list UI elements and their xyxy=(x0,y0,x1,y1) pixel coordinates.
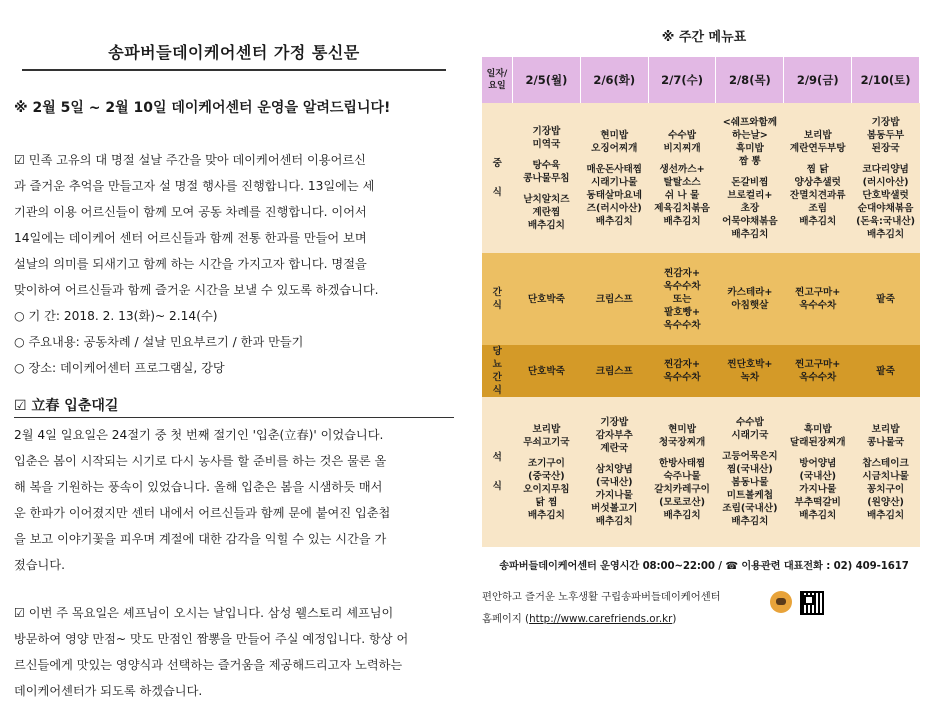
menu-header-row xyxy=(482,57,920,103)
menu-item: 찐고구마+ xyxy=(795,359,841,370)
homepage-line xyxy=(482,610,926,625)
menu-item: 기장밥 xyxy=(600,417,629,428)
paragraph-line: 설날의 의미를 되새기고 함께 하는 시간을 가지고자 합니다. 명절을 xyxy=(14,257,367,271)
menu-item xyxy=(716,168,784,176)
paragraph-line: 데이케어센터가 되도록 하겠습니다. xyxy=(14,684,203,698)
menu-item xyxy=(648,449,716,457)
menu-cell xyxy=(852,253,920,345)
event-detail-item: ○ 장소: 데이케어센터 프로그램실, 강당 xyxy=(14,361,225,375)
menu-item: 배추김치 xyxy=(663,215,701,227)
menu-item: 미역국 xyxy=(532,138,561,150)
menu-item: 초장 xyxy=(740,202,760,214)
menu-item: 탕수육 xyxy=(532,159,561,171)
menu-item: 찐고구마+ xyxy=(795,287,841,298)
menu-item: 버섯볼고기 xyxy=(591,503,638,514)
meal-label-char: 식 xyxy=(492,187,502,198)
menu-item: 계란국 xyxy=(600,443,629,454)
menu-item xyxy=(513,185,581,193)
menu-item: 배추김치 xyxy=(595,215,633,227)
menu-cell xyxy=(784,397,852,547)
paragraph-line: 맞이하여 어르신들과 함께 즐거운 시간을 보낼 수 있도록 하겠습니다. xyxy=(14,283,379,297)
menu-cell xyxy=(716,103,784,253)
menu-item: 생선까스+ xyxy=(659,163,705,175)
menu-item: 방어양념 xyxy=(799,457,837,469)
menu-item: 가지나물 xyxy=(595,490,633,501)
menu-item: 감자부추 xyxy=(595,430,633,441)
menu-item: 배추김치 xyxy=(867,509,905,521)
headline: ※ 2월 5일 ~ 2월 10일 데이케어센터 운영을 알려드립니다! xyxy=(14,100,391,116)
menu-item: 기장밥 xyxy=(871,116,900,128)
paragraph-line: 졌습니다. xyxy=(14,558,65,572)
menu-item: 찐감자+ xyxy=(664,267,700,279)
menu-item: 시금치나물 xyxy=(862,470,909,482)
meal-label-char: 중 xyxy=(492,158,502,169)
menu-cell xyxy=(648,103,716,253)
paragraph-chef xyxy=(14,600,454,704)
qr-code-icon[interactable] xyxy=(800,591,824,615)
menu-item: 수수밥 xyxy=(735,417,764,428)
lunch-row xyxy=(482,103,920,253)
menu-item: 삼치양념 xyxy=(595,464,633,475)
menu-cell xyxy=(852,345,920,397)
paragraph-line: 2월 4일 일요일은 24절기 중 첫 번째 절기인 '입춘(立春)' 이었습니다. xyxy=(14,428,384,442)
day-header: 2/10(토) xyxy=(852,57,920,103)
menu-item: 짬 뽕 xyxy=(738,155,761,167)
paragraph-line: ☑ 민족 고유의 대 명절 설날 주간을 맞아 데이케어센터 이용어르신 xyxy=(14,153,366,167)
paragraph-line: 르신들에게 맛있는 영양식과 선택하는 즐거움을 제공해드리고자 노력하는 xyxy=(14,658,403,672)
day-header: 2/8(목) xyxy=(716,57,784,103)
menu-item: 찐단호박+ xyxy=(727,359,773,370)
meal-label xyxy=(482,253,513,345)
menu-item: 계란찜 xyxy=(532,206,561,218)
menu-item: 달래된장찌개 xyxy=(789,436,846,448)
homepage-link[interactable]: http://www.carefriends.or.kr xyxy=(529,613,673,625)
menu-item: 양상추샐럿 xyxy=(794,176,841,188)
day-header: 2/6(화) xyxy=(580,57,648,103)
meal-label-char: 식 xyxy=(492,385,502,396)
center-logo-icon xyxy=(770,591,792,613)
menu-item xyxy=(580,455,648,463)
menu-item: 무쇠고기국 xyxy=(523,436,570,448)
menu-item: 팥죽 xyxy=(876,365,895,377)
menu-item xyxy=(580,155,648,163)
newsletter-title: 송파버들데이케어센터 가정 통신문 xyxy=(22,40,446,71)
meal-label-char xyxy=(482,464,513,472)
snack-row xyxy=(482,253,920,345)
menu-item: 카스테라+ xyxy=(727,287,773,298)
menu-item: 돈갈비찜 xyxy=(731,176,769,188)
menu-item: 미트볼케첩 xyxy=(726,490,774,501)
center-slogan: 편안하고 즐거운 노후생활 구립송파버들데이케어센터 xyxy=(482,591,721,603)
menu-item: 보리밥 xyxy=(803,129,832,141)
menu-item: 한방사태찜 xyxy=(658,457,706,469)
menu-item: 부추떡갈비 xyxy=(794,496,841,508)
menu-item xyxy=(852,449,920,457)
header-label-line: 요일 xyxy=(488,81,506,91)
menu-item: 배추김치 xyxy=(731,516,769,527)
menu-item: 코다리양념 xyxy=(862,163,909,175)
menu-item: 크림스프 xyxy=(595,293,633,305)
menu-title: ※ 주간 메뉴표 xyxy=(661,30,747,45)
diabetic-snack-row xyxy=(482,345,920,397)
paragraph-seollal xyxy=(14,147,454,303)
menu-item: 보리밥 xyxy=(871,423,900,435)
menu-item: 제육김치볶음 xyxy=(654,202,710,214)
menu-column xyxy=(482,26,926,625)
menu-item: (모로코산) xyxy=(659,496,705,508)
menu-item: 녹차 xyxy=(740,372,760,383)
paragraph-line: 을 보고 이야기꽃을 피우며 계절에 대한 감각을 익힐 수 있는 시간을 가 xyxy=(14,532,387,546)
event-detail-item: ○ 기 간: 2018. 2. 13(화)~ 2.14(수) xyxy=(14,309,218,323)
menu-item: 팥죽 xyxy=(876,293,895,305)
menu-item: (국내산) xyxy=(595,477,633,488)
menu-item: (러시아산) xyxy=(862,176,909,188)
menu-cell xyxy=(648,345,716,397)
header-label-line: 일자/ xyxy=(486,69,508,79)
menu-item: (돈육:국내산) xyxy=(856,215,916,227)
menu-item: 옥수수차 xyxy=(663,319,701,331)
menu-item: 배추김치 xyxy=(595,516,633,527)
menu-item: 찜 닭 xyxy=(806,163,829,175)
menu-item: 청국장찌개 xyxy=(658,436,706,448)
menu-item: 흑미밥 xyxy=(803,423,832,435)
menu-item: 옥수수차 xyxy=(799,372,837,383)
event-detail-item: ○ 주요내용: 공동차례 / 설날 민요부르기 / 한과 만들기 xyxy=(14,335,304,349)
menu-cell xyxy=(716,345,784,397)
menu-cell xyxy=(852,397,920,547)
menu-item: 배추김치 xyxy=(867,228,905,240)
menu-item xyxy=(784,449,852,457)
menu-item: 갈치카레구이 xyxy=(654,483,710,495)
menu-item xyxy=(784,155,852,163)
meal-label-char: 석 xyxy=(492,452,502,463)
meal-label-char: 식 xyxy=(492,481,502,492)
menu-cell xyxy=(580,345,648,397)
meal-label-char: 간 xyxy=(492,287,502,298)
paragraph-line: ☑ 이번 주 목요일은 셰프님이 오시는 날입니다. 삼성 웰스토리 셰프님이 xyxy=(14,606,394,620)
operating-hours: 송파버들데이케어센터 운영시간 08:00~22:00 / ☎ 이용관련 대표전화 : 02) 409-1617 xyxy=(499,561,909,572)
menu-item: 콩나물무침 xyxy=(523,172,570,184)
menu-cell xyxy=(580,397,648,547)
menu-item: 가지나물 xyxy=(799,483,837,495)
menu-cell xyxy=(580,103,648,253)
paragraph-line: 입춘은 봄이 시작되는 시기로 다시 농사를 할 준비를 하는 것은 물론 올 xyxy=(14,454,387,468)
menu-item: 단호박죽 xyxy=(527,293,565,305)
menu-item: 쉬 나 물 xyxy=(664,189,700,201)
menu-cell xyxy=(513,103,581,253)
menu-item: (원양산) xyxy=(867,496,904,508)
paragraph-line: 과 즐거운 추억을 만들고자 설 명절 행사를 진행합니다. 13일에는 세 xyxy=(14,179,375,193)
menu-cell xyxy=(648,253,716,345)
menu-item: 봄동두부 xyxy=(867,129,905,141)
menu-item: 고등어묵은지 xyxy=(722,451,778,462)
menu-cell xyxy=(784,103,852,253)
menu-cell xyxy=(513,345,581,397)
meal-label xyxy=(482,103,513,253)
menu-item: 옥수수차 xyxy=(799,300,837,311)
menu-item: 꽁치구이 xyxy=(867,483,905,495)
menu-item: 팥호빵+ xyxy=(664,306,700,318)
menu-item: 단호박죽 xyxy=(527,365,565,377)
menu-item: (국내산) xyxy=(799,470,837,482)
paragraph-line: 운 한파가 이어졌지만 센터 내에서 어르신들과 함께 문에 붙여진 입춘첩 xyxy=(14,506,391,520)
menu-item: 수수밥 xyxy=(668,129,696,141)
menu-item: 봄동나물 xyxy=(731,477,769,488)
meal-label-char: 뇨 xyxy=(492,359,502,370)
menu-item: 계란연두부탕 xyxy=(789,142,846,154)
meal-label-char xyxy=(482,170,513,178)
menu-item xyxy=(513,449,581,457)
paragraph-line: 기관의 이용 어르신들이 함께 모여 공동 차례를 진행합니다. 이어서 xyxy=(14,205,367,219)
menu-item: 탈탈소스 xyxy=(663,176,701,188)
menu-item: 오이지무침 xyxy=(523,483,570,495)
meal-label-char: 간 xyxy=(492,372,502,383)
weekly-menu-table xyxy=(482,57,920,547)
menu-item: 닭 찜 xyxy=(535,496,558,508)
menu-item: 옥수수차 xyxy=(663,372,701,383)
section-heading-ipchun: ☑ 立春 입춘대길 xyxy=(14,395,454,418)
meal-label-char: 식 xyxy=(492,300,502,311)
menu-item: 배추김치 xyxy=(731,228,769,240)
event-details-list xyxy=(14,303,454,381)
date-day-header xyxy=(482,57,513,103)
paragraph-line: 방문하여 영양 만점~ 맛도 만점인 짬뽕을 만들어 주실 예정입니다. 항상 어 xyxy=(14,632,409,646)
menu-item: 하는날> xyxy=(731,129,768,141)
menu-item: 배추김치 xyxy=(663,509,701,521)
menu-item: (중국산) xyxy=(528,470,565,482)
menu-item: 조림(국내산) xyxy=(722,503,778,514)
paragraph-line: 해 복을 기원하는 풍속이 있었습니다. 올해 입춘은 봄을 시샘하듯 매서 xyxy=(14,480,383,494)
menu-item: 조림 xyxy=(808,202,827,214)
menu-item: 크림스프 xyxy=(595,365,633,377)
homepage-close: ) xyxy=(672,613,677,625)
menu-item: 기장밥 xyxy=(532,125,561,137)
menu-cell xyxy=(513,253,581,345)
menu-item: 시래기나물 xyxy=(591,176,638,188)
menu-cell xyxy=(513,397,581,547)
menu-item: 조기구이 xyxy=(527,457,565,469)
day-header: 2/5(월) xyxy=(513,57,581,103)
menu-item: 시래기국 xyxy=(731,430,769,441)
meal-label xyxy=(482,345,513,397)
meal-label-char xyxy=(482,178,513,186)
menu-item: 찹스테이크 xyxy=(862,457,909,469)
menu-item: 비지찌개 xyxy=(663,142,701,154)
menu-item: 배추김치 xyxy=(799,215,837,227)
homepage-label: 홈페이지 ( xyxy=(482,613,530,625)
menu-item: 낟치알치즈 xyxy=(523,193,570,205)
menu-item: 된장국 xyxy=(871,142,900,154)
menu-item: 흑미밥 xyxy=(735,142,764,154)
menu-item: 현미밥 xyxy=(668,423,696,435)
menu-item xyxy=(716,442,784,450)
menu-item: 순대야채볶음 xyxy=(857,202,914,214)
menu-item xyxy=(513,151,581,159)
meal-label-char: 당 xyxy=(492,346,502,357)
menu-item: 아침햇살 xyxy=(731,300,769,311)
meal-label-char xyxy=(482,472,513,480)
menu-item: 또는 xyxy=(672,293,692,305)
paragraph-ipchun xyxy=(14,422,454,578)
menu-item: 배추김치 xyxy=(527,509,565,521)
menu-item: 찐감자+ xyxy=(664,359,700,370)
menu-item: 단호박샐럿 xyxy=(862,189,909,201)
menu-item: 즈(러시아산) xyxy=(586,202,642,214)
newsletter-column xyxy=(14,30,454,704)
menu-item: 옥수수차 xyxy=(663,280,701,292)
menu-item: 콩나물국 xyxy=(867,436,905,448)
meal-label xyxy=(482,397,513,547)
menu-item: 보리밥 xyxy=(532,423,561,435)
paragraph-line: 14일에는 데이케어 센터 어르신들과 함께 전통 한과를 만들어 보며 xyxy=(14,231,367,245)
day-header: 2/9(금) xyxy=(784,57,852,103)
menu-item: 브로컬리+ xyxy=(727,189,773,201)
menu-cell xyxy=(648,397,716,547)
menu-item xyxy=(852,155,920,163)
menu-cell xyxy=(852,103,920,253)
menu-cell xyxy=(784,345,852,397)
menu-item xyxy=(648,155,716,163)
menu-item: 동태살마요네 xyxy=(586,189,643,201)
menu-item: 현미밥 xyxy=(600,129,629,141)
menu-item: <쉐프와함께 xyxy=(722,116,778,128)
menu-item: 배추김치 xyxy=(799,509,837,521)
menu-cell xyxy=(580,253,648,345)
menu-item: 배추김치 xyxy=(527,219,565,231)
menu-item: 찜(국내산) xyxy=(726,464,773,475)
menu-cell xyxy=(716,397,784,547)
menu-cell xyxy=(716,253,784,345)
day-header: 2/7(수) xyxy=(648,57,716,103)
menu-item: 오징어찌개 xyxy=(591,142,638,154)
menu-item: 매운돈사태찜 xyxy=(586,163,643,175)
dinner-row xyxy=(482,397,920,547)
menu-item: 숙주나물 xyxy=(663,470,701,482)
menu-item: 잔멸치견과류 xyxy=(789,189,846,201)
menu-item: 어묵야채볶음 xyxy=(722,215,778,227)
menu-cell xyxy=(784,253,852,345)
